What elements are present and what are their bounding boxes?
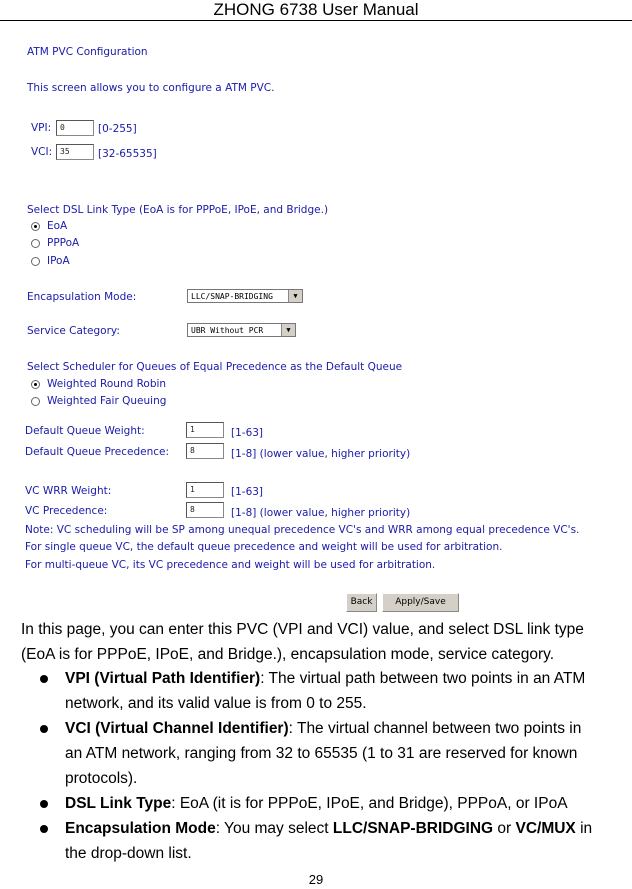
vpi-label: VPI: xyxy=(31,122,52,134)
screen-title: ATM PVC Configuration xyxy=(27,46,148,58)
vci-range: [32-65535] xyxy=(98,148,157,160)
encapsulation-value: LLC/SNAP-BRIDGING xyxy=(191,292,273,301)
back-button[interactable]: Back xyxy=(346,593,377,612)
bullet-term: DSL Link Type xyxy=(65,795,172,812)
default-precedence-range: [1-8] (lower value, higher priority) xyxy=(231,448,411,460)
bullet-text: an ATM network, ranging from 32 to 65535 (1 to 31 are reserved for known xyxy=(65,745,578,762)
vc-precedence-input[interactable]: 8 xyxy=(186,502,224,518)
vci-label: VCI: xyxy=(31,146,53,158)
vpi-range: [0-255] xyxy=(98,123,137,135)
service-select[interactable] xyxy=(187,323,296,337)
default-precedence-label: Default Queue Precedence: xyxy=(25,446,170,458)
pppoa-label: PPPoA xyxy=(47,237,80,249)
vc-precedence-label: VC Precedence: xyxy=(25,505,108,517)
bullet-text: : The virtual path between two points in an ATM xyxy=(260,670,586,687)
bullet-option: VC/MUX xyxy=(515,820,576,837)
encapsulation-label: Encapsulation Mode: xyxy=(27,291,137,303)
chevron-down-icon: ▼ xyxy=(281,324,295,336)
eoa-label: EoA xyxy=(47,220,68,232)
ipoa-label: IPoA xyxy=(47,255,70,267)
note-line: Note: VC scheduling will be SP among unequal precedence VC's and WRR among equal precedence VC's. xyxy=(25,524,580,536)
vc-weight-label: VC WRR Weight: xyxy=(25,485,112,497)
ipoa-radio[interactable] xyxy=(31,257,40,266)
pppoa-radio[interactable] xyxy=(31,239,40,248)
bullet-term: VCI (Virtual Channel Identifier) xyxy=(65,720,289,737)
bullet-text: : You may select xyxy=(215,820,333,837)
apply-save-button[interactable]: Apply/Save xyxy=(382,593,459,612)
bullet-link-type xyxy=(65,794,568,814)
bullet-text: protocols). xyxy=(65,770,138,787)
default-weight-label: Default Queue Weight: xyxy=(25,425,145,437)
bullet-icon xyxy=(40,800,48,808)
bullet-text: the drop-down list. xyxy=(65,845,192,862)
bullet-encapsulation xyxy=(65,819,592,839)
vpi-input[interactable]: 0 xyxy=(56,120,94,136)
bullet-term: VPI (Virtual Path Identifier) xyxy=(65,670,261,687)
wrr-radio[interactable] xyxy=(31,380,40,389)
wfq-label: Weighted Fair Queuing xyxy=(47,395,167,407)
vc-weight-range: [1-63] xyxy=(231,486,264,498)
page-header: ZHONG 6738 User Manual xyxy=(0,0,632,21)
eoa-radio[interactable] xyxy=(31,222,40,231)
screen-intro: This screen allows you to configure a ATM PVC. xyxy=(27,82,275,94)
bullet-text: network, and its valid value is from 0 to 255. xyxy=(65,695,367,712)
vci-input[interactable]: 35 xyxy=(56,144,94,160)
wfq-radio[interactable] xyxy=(31,397,40,406)
bullet-term: Encapsulation Mode xyxy=(65,820,216,837)
default-weight-input[interactable]: 1 xyxy=(186,422,224,438)
chevron-down-icon: ▼ xyxy=(288,290,302,302)
note-line: For single queue VC, the default queue precedence and weight will be used for arbitration. xyxy=(25,541,503,553)
intro-paragraph-line: In this page, you can enter this PVC (VPI and VCI) value, and select DSL link type xyxy=(21,621,584,638)
link-type-heading: Select DSL Link Type (EoA is for PPPoE, IPoE, and Bridge.) xyxy=(27,204,329,216)
bullet-text: : EoA (it is for PPPoE, IPoE, and Bridge), PPPoA, or IPoA xyxy=(171,795,568,812)
default-precedence-input[interactable]: 8 xyxy=(186,443,224,459)
vc-weight-input[interactable]: 1 xyxy=(186,482,224,498)
note-line: For multi-queue VC, its VC precedence and weight will be used for arbitration. xyxy=(25,559,436,571)
wrr-label: Weighted Round Robin xyxy=(47,378,167,390)
bullet-option: LLC/SNAP-BRIDGING xyxy=(332,820,494,837)
page-number: 29 xyxy=(308,872,324,887)
intro-paragraph-line: (EoA is for PPPoE, IPoE, and Bridge.), encapsulation mode, service category. xyxy=(21,646,555,663)
bullet-text: : The virtual channel between two points in xyxy=(288,720,582,737)
default-weight-range: [1-63] xyxy=(231,427,264,439)
bullet-icon xyxy=(40,725,48,733)
service-value: UBR Without PCR xyxy=(191,326,264,335)
encapsulation-select[interactable] xyxy=(187,289,303,303)
bullet-text: or xyxy=(493,820,516,837)
bullet-icon xyxy=(40,675,48,683)
bullet-vci xyxy=(65,719,581,739)
service-label: Service Category: xyxy=(27,325,120,337)
bullet-vpi xyxy=(65,669,585,689)
bullet-icon xyxy=(40,825,48,833)
scheduler-heading: Select Scheduler for Queues of Equal Precedence as the Default Queue xyxy=(27,361,403,373)
vc-precedence-range: [1-8] (lower value, higher priority) xyxy=(231,507,411,519)
bullet-text: in xyxy=(575,820,593,837)
